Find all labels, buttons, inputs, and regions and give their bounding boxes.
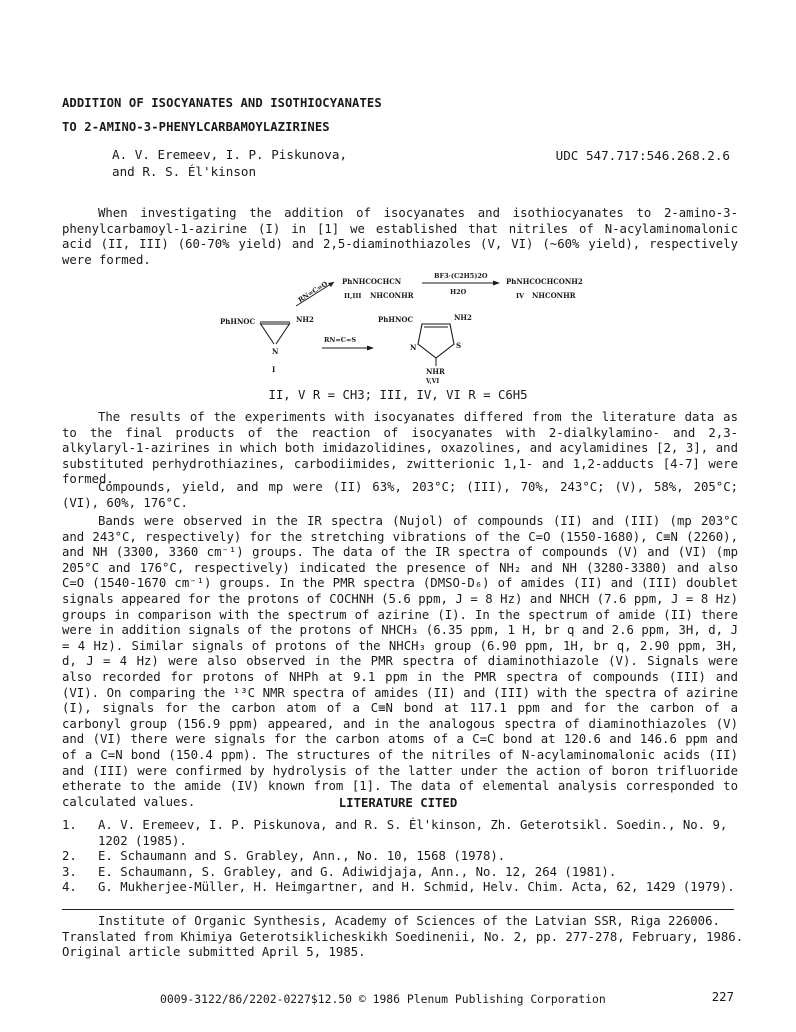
thiazole-left-substituent: PhHNOC <box>378 315 414 324</box>
amide-formula-bottom: NHCONHR <box>532 291 576 300</box>
azirine-bond-left <box>260 323 274 344</box>
footnote <box>62 914 752 961</box>
isocyanate-arrowhead <box>328 282 334 287</box>
reference-number: 1. <box>62 818 77 832</box>
isocyanate-reagent: RN=C=O <box>296 279 329 305</box>
spectra-paragraph <box>62 514 738 810</box>
compounds-text: Compounds, yield, and mp were (II) 63%, 203°C; (III), 70%, 243°C; (V), 58%, 205°C; (VI), 60%, 176°C. <box>62 480 738 510</box>
page-number: 227 <box>711 990 734 1004</box>
bf3-reagent: BF3·(C2H5)2O <box>434 272 488 280</box>
azirine-nitrogen: N <box>272 347 279 356</box>
reference-number: 3. <box>62 864 77 879</box>
hydrolysis-arrowhead <box>493 281 500 286</box>
reference-text: G. Mukherjee-Müller, H. Heimgartner, and H. Schmid, Helv. Chim. Acta, 62, 1429 (1979). <box>98 880 735 895</box>
reference-number: 4. <box>62 880 77 895</box>
reference-text: E. Schaumann, S. Grabley, and G. Adiwidjaja, Ann., No. 12, 264 (1981). <box>98 864 617 879</box>
article-title-line2: TO 2-AMINO-3-PHENYLCARBAMOYLAZIRINES <box>62 120 330 134</box>
thiazole-nhr: NHR <box>426 367 445 376</box>
intro-paragraph <box>62 206 738 268</box>
thiazole-ring <box>418 324 454 358</box>
compounds-paragraph <box>62 480 738 511</box>
intro-text: When investigating the addition of isocyanates and isothiocyanates to 2-amino-3-phenylcarbamoyl-1-azirine (I) in [1] we established that nitriles of N-acylaminomalonic acid (II, III) (60-70% yield) and 2,5-diaminothiazoles (V, VI) (~60% yield), respectively were formed. <box>62 206 738 267</box>
azirine-bond-right <box>276 323 290 344</box>
results-paragraph <box>62 410 738 488</box>
spectra-text: Bands were observed in the IR spectra (Nujol) of compounds (II) and (III) (mp 203°C and 243°C, respectively) for the stretching vibrations of the C=O (1550-1680), C≡N (2260), and NH (3300, 3360 cm⁻¹) groups. The data of the IR spectra of compounds (V) and (VI) (mp 205°C and 176°C, respectively) indicated the presence of NH₂ and NH (3280-3380) and also C=O (1540-1670 cm⁻¹) groups. In the PMR spectra (DMSO-D₆) of amides (II) and (III) doublet signals appeared for the protons of COCHNH (5.6 ppm, J = 8 Hz) and NHCH (7.6 ppm, J = 8 Hz) groups in comparison with the spectrum of azirine (I). In the spectrum of amide (II) there were in addition signals of the protons of NHCH₃ (6.35 ppm, 1 H, br q and 2.6 ppm, 3H, d, J = 4 Hz). Similar signals of protons of the NHCH₃ group (6.90 ppm, 1H, br q, 2.90 ppm, 3H, d, J = 4 Hz) were also observed in the PMR spectra of diaminothiazole (V). Signals were also recorded for protons of NHPh at 9.1 ppm in the PMR spectra of compounds (III) and (VI). On comparing the ¹³C NMR spectra of amides (II) and (III) with the spectra of azirine (I), signals for the carbon atom of a C≡N bond at 117.1 ppm and for the carbon of a carbonyl group (156.9 ppm) appeared, and in the analogous spectra of diaminothiazoles (V) and (VI) there were signals for the carbon atoms of a C=C bond at 120.6 and 146.6 ppm and of a C=N bond (150.4 ppm). The structures of the nitriles of N-acylaminomalonic acids (II) and (III) were confirmed by hydrolysis of the latter under the action of boron trifluoride etherate to the amide (IV) known from [1]. The data of elemental analysis corresponded to calculated values. <box>62 514 738 809</box>
scheme-caption: II, V R = CH3; III, IV, VI R = C6H5 <box>268 388 528 402</box>
udc-code: UDC 547.717:546.268.2.6 <box>555 148 730 163</box>
azirine-left-substituent: PhHNOC <box>220 317 256 326</box>
authors <box>112 146 347 180</box>
reference-item <box>62 818 742 849</box>
thiazole-label: V,VI <box>426 378 440 384</box>
thiazole-nitrogen: N <box>410 343 417 352</box>
nitrile-formula-top: PhNHCOCHCN <box>342 277 402 286</box>
reference-number: 2. <box>62 849 77 864</box>
isothiocyanate-arrowhead <box>367 346 374 351</box>
azirine-label: I <box>272 365 276 374</box>
nitrile-formula-bottom: NHCONHR <box>370 291 414 300</box>
reference-text: E. Schaumann and S. Grabley, Ann., No. 10, 1568 (1978). <box>98 849 506 864</box>
reference-item <box>62 880 742 896</box>
results-text: The results of the experiments with isocyanates differed from the literature data as to the final products of the reaction of isocyanates with 2-dialkylamino- and 2,3-alkylaryl-1-azirines in which both imidazolidines, oxazolines, and acylamidines [2, 3], and substituted perhydrothiazines, carbodiimides, zwitterionic 1,1- and 1,2-adducts [4-7] were formed. <box>62 410 738 487</box>
amide-formula-top: PhNHCOCHCONH2 <box>506 277 583 286</box>
amide-label: IV <box>516 292 525 300</box>
reference-text: A. V. Eremeev, I. P. Piskunova, and R. S. Él'kinson, Zh. Geterotsikl. Soedin., No. 9, 1202 (1985). <box>98 818 728 848</box>
reference-item <box>62 849 742 865</box>
authors-line2: and R. S. Él'kinson <box>112 164 257 179</box>
nitrile-label: II,III <box>344 292 362 300</box>
copyright-footer: 0009-3122/86/2202-0227$12.50 © 1986 Plenum Publishing Corporation <box>160 992 606 1006</box>
thiazole-right-substituent: NH2 <box>454 313 472 322</box>
water-reagent: H2O <box>450 288 467 296</box>
footnote-text: Institute of Organic Synthesis, Academy of Sciences of the Latvian SSR, Riga 226006. Translated from Khimiya Geterotsiklicheskikh Soedinenii, No. 2, pp. 277-278, February, 1986. Original article submitted April 5, 1985. <box>62 914 744 960</box>
thiazole-sulfur: S <box>456 341 462 350</box>
reference-item <box>62 865 742 881</box>
reaction-scheme <box>210 268 590 384</box>
footnote-divider <box>62 909 734 910</box>
literature-heading: LITERATURE CITED <box>338 796 458 810</box>
article-title-line1: ADDITION OF ISOCYANATES AND ISOTHIOCYANATES <box>62 96 382 110</box>
authors-line1: A. V. Eremeev, I. P. Piskunova, <box>112 147 348 162</box>
azirine-right-substituent: NH2 <box>296 315 314 324</box>
isothiocyanate-reagent: RN=C=S <box>324 336 357 344</box>
reference-list <box>62 818 742 896</box>
